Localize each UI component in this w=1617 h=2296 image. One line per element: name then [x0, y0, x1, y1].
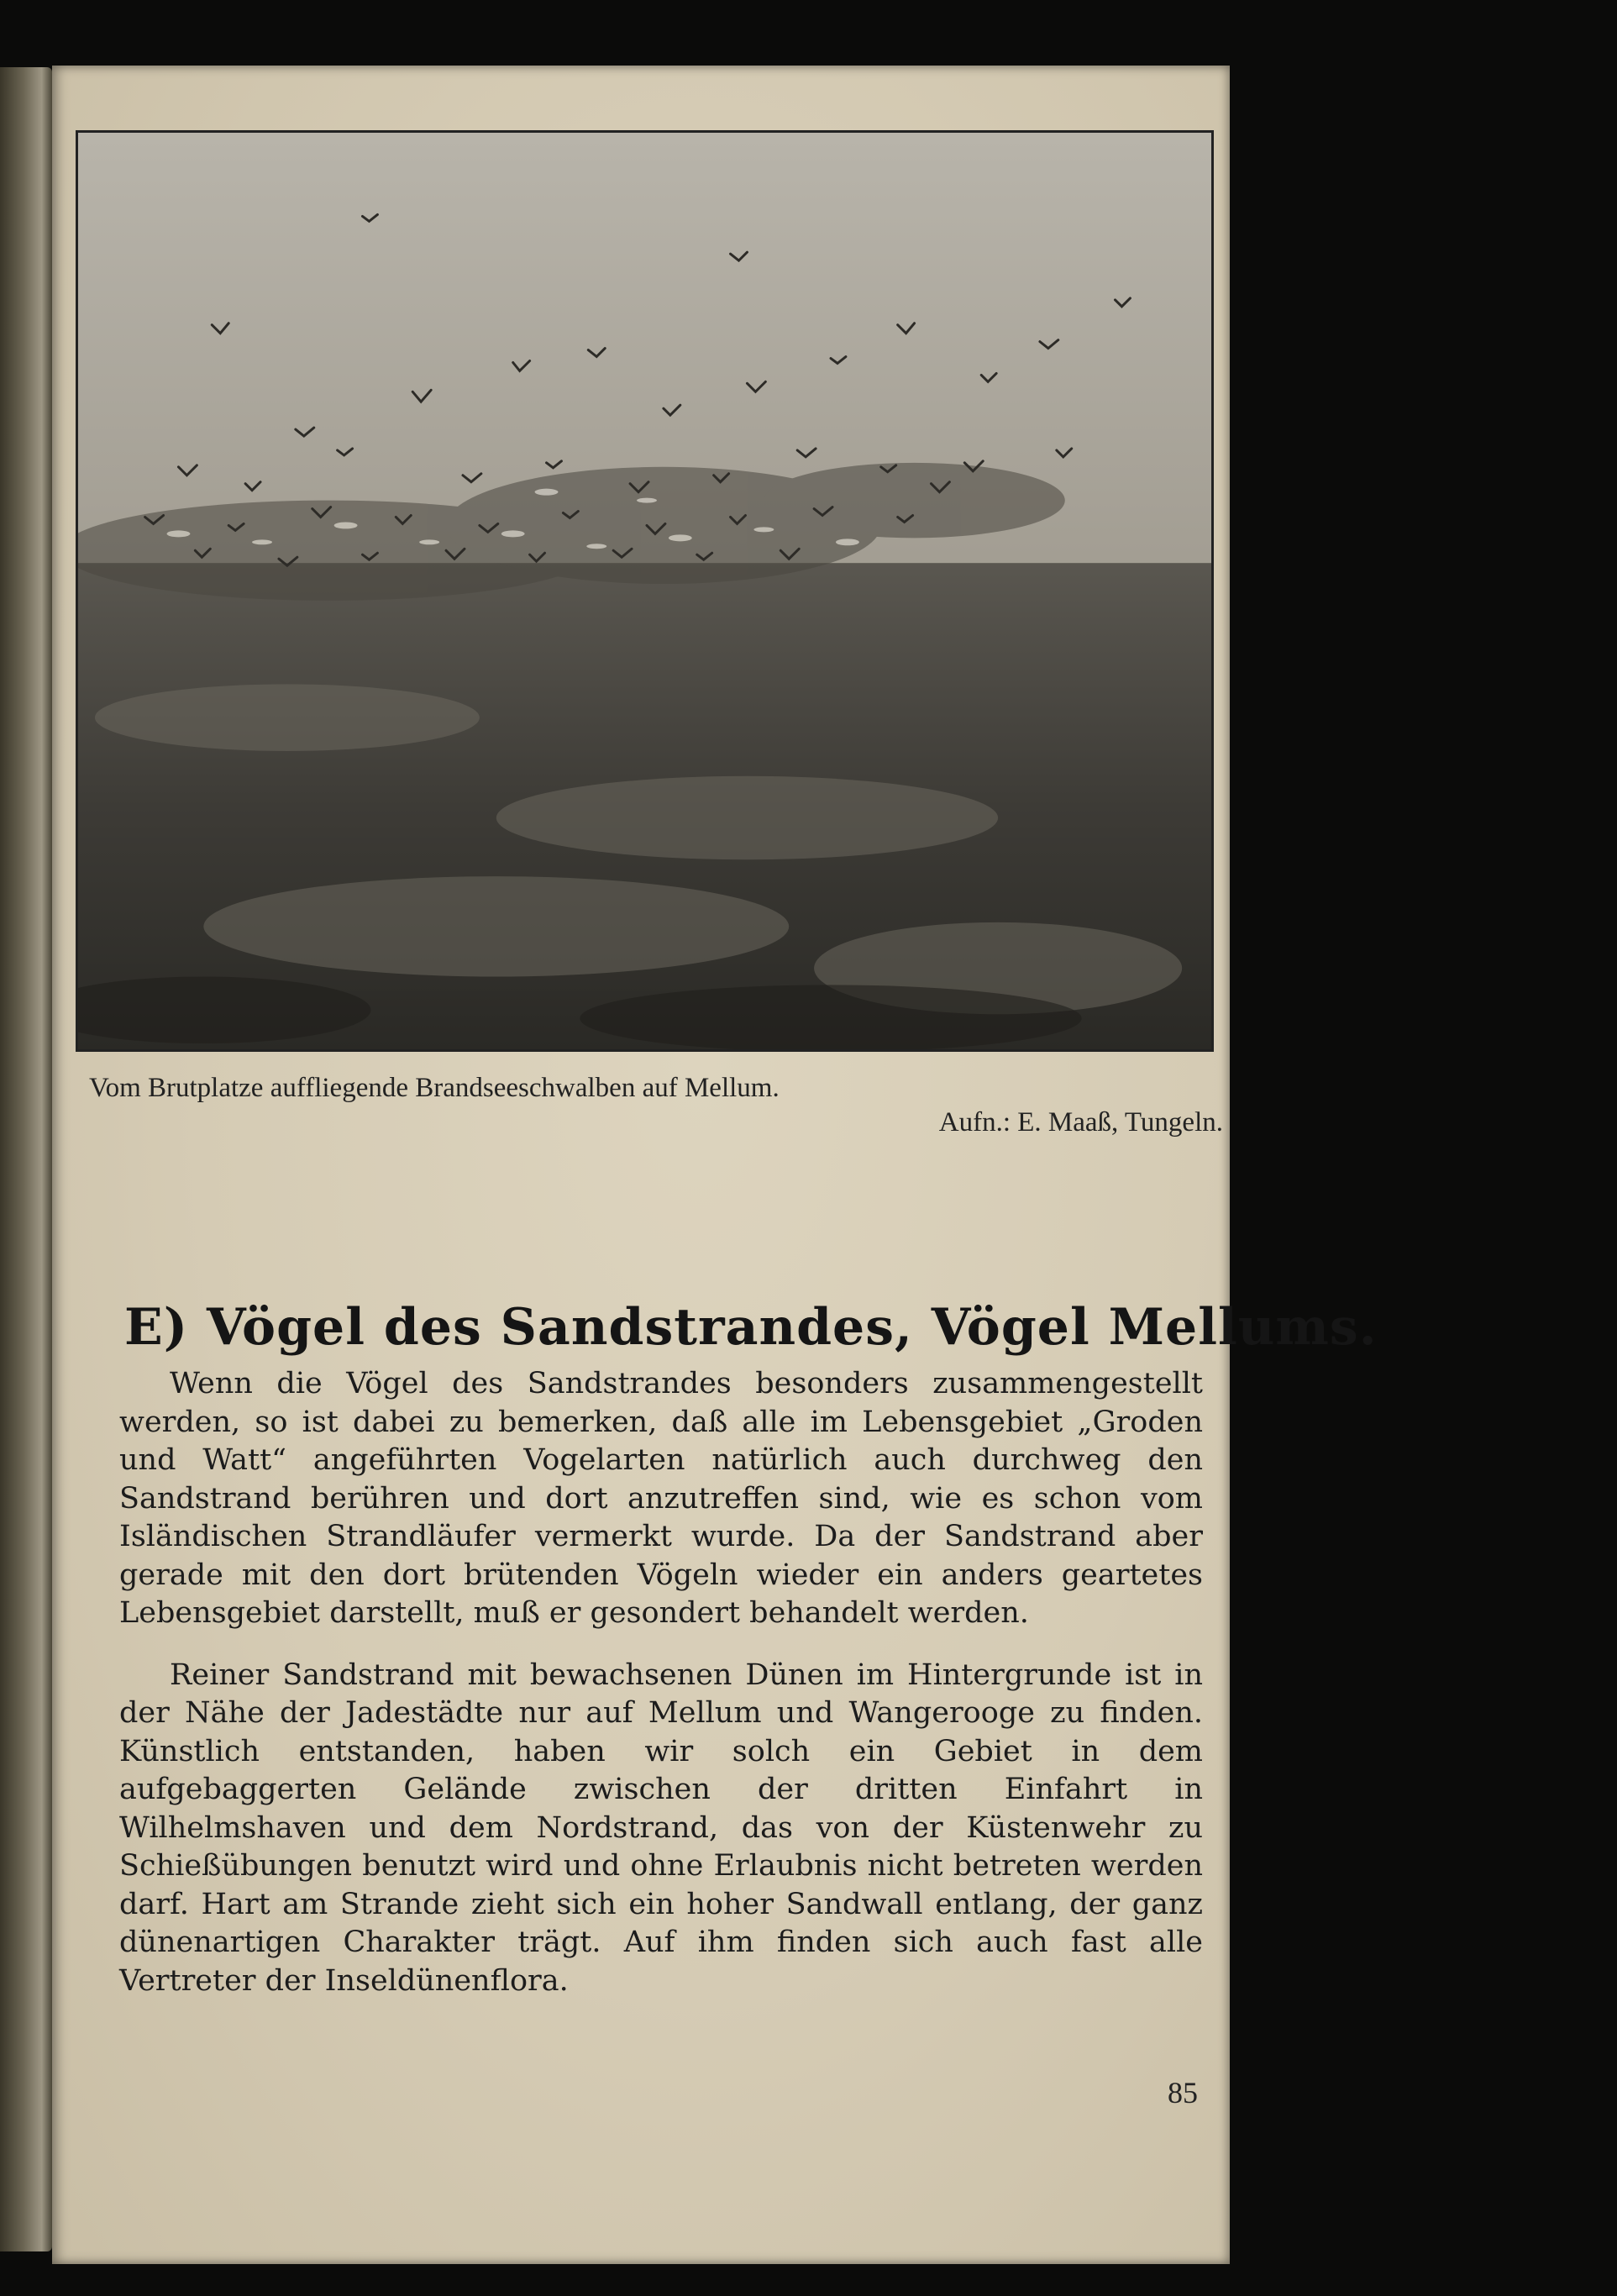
bird-flock-photo-icon [78, 133, 1211, 1049]
paragraph: Reiner Sandstrand mit bewachsenen Dünen im Hintergrunde ist in der Nähe der Jadestädte nur auf Mellum und Wangerooge zu finden. Künstlich entstanden, haben wir solch ein Gebiet in dem aufgebaggerten Gelände zwischen der dritten Einfahrt in Wilhelmshaven und dem Nordstrand, das von der Küstenwehr zu Schießübungen benutzt wird und ohne Erlaubnis nicht betreten werden darf. Hart am Strande zieht sich ein hoher Sandwall entlang, der ganz dünenartigen Charakter trägt. Auf ihm finden sich auch fast alle Vertreter der Inseldünenflora. [119, 1658, 1203, 1998]
book-spine [0, 67, 52, 2251]
body-text [119, 1365, 1203, 2000]
photo-caption [89, 1071, 1231, 1141]
caption-credit: Aufn.: E. Maaß, Tungeln. [938, 1107, 1223, 1138]
paragraph: Wenn die Vögel des Sandstrandes besonders zusammengestellt werden, so ist dabei zu bemerken, daß alle im Lebensgebiet „Groden und Watt“ angeführten Vogelarten natürlich auch durchweg den Sandstrand berühren und dort anzutreffen sind, wie es schon vom Isländischen Strandläufer vermerkt wurde. Da der Sandstrand aber gerade mit den dort brütenden Vögeln wieder ein anders geartetes Lebensgebiet darstellt, muß er gesondert behandelt werden. [119, 1367, 1203, 1630]
section-heading: E) Vögel des Sandstrandes, Vögel Mellums. [124, 1298, 1378, 1357]
caption-title: Vom Brutplatze auffliegende Brandseeschwalben auf Mellum. [89, 1073, 780, 1103]
page-number: 85 [1168, 2076, 1198, 2109]
photograph [76, 130, 1214, 1052]
